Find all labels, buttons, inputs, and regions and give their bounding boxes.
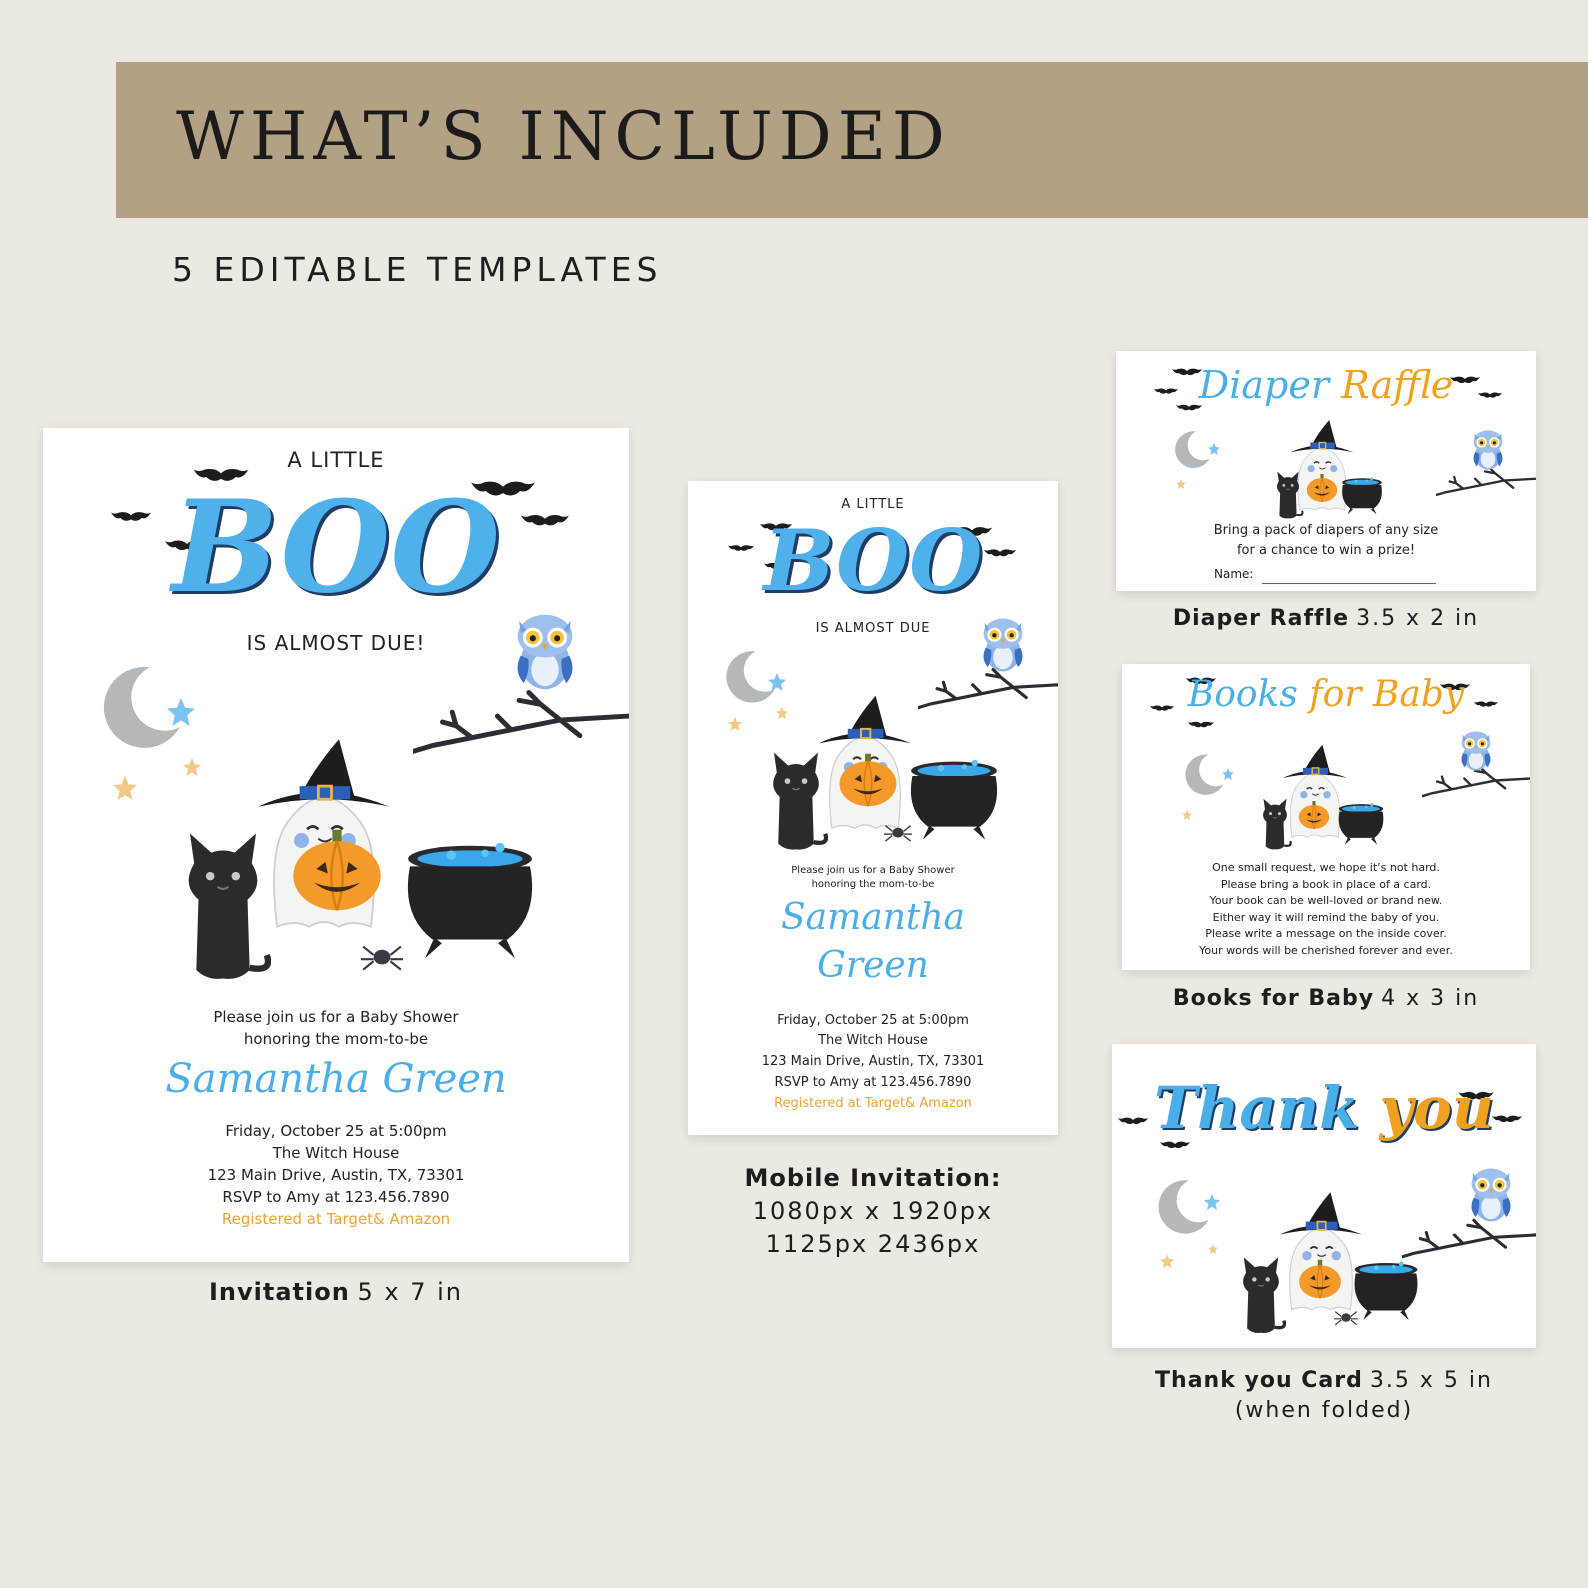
mobile-invitation-card[interactable] (688, 481, 1058, 1135)
invitation-card[interactable] (43, 428, 629, 1262)
star-icon (1222, 768, 1234, 780)
mobile-honoring-text: honoring the mom-to-be (811, 879, 935, 890)
thank-you-card[interactable] (1112, 1044, 1536, 1348)
pumpkin-icon (838, 751, 898, 809)
header-banner (116, 62, 1588, 218)
page-title: WHAT’S INCLUDED (176, 98, 951, 175)
diaper-raffle-text-1: Bring a pack of diapers of any size (1213, 523, 1439, 538)
mobile-name-first: Samantha (780, 897, 966, 938)
diaper-raffle-name-label: Name: (1214, 567, 1254, 581)
books-poem (1122, 860, 1530, 959)
cat-icon (1236, 1256, 1286, 1334)
invitation-rsvp: RSVP to Amy at 123.456.7890 (222, 1188, 450, 1206)
cat-icon (1258, 798, 1292, 850)
pumpkin-icon (1306, 473, 1338, 503)
books-for-baby-caption: Books for Baby 4 x 3 in (1172, 986, 1480, 1011)
star-icon (167, 698, 195, 726)
cauldron-icon (1338, 475, 1386, 517)
owl-icon (507, 606, 583, 698)
cauldron-icon (902, 755, 1006, 845)
bat-icon (1188, 720, 1214, 731)
thank-you-title: Thank you (1153, 1074, 1495, 1142)
star-icon (728, 717, 742, 731)
poem-line: Please bring a book in place of a card. (1220, 877, 1432, 891)
cauldron-icon (1348, 1258, 1424, 1324)
moon-icon (1172, 427, 1212, 471)
invitation-address: 123 Main Drive, Austin, TX, 73301 (207, 1166, 465, 1184)
mobile-address: 123 Main Drive, Austin, TX, 73301 (761, 1054, 985, 1069)
cauldron-icon (395, 836, 545, 966)
poem-line: Your words will be cherished forever and ever. (1199, 943, 1453, 957)
invitation-registry: Registered at Target& Amazon (221, 1210, 451, 1228)
cat-icon (175, 830, 271, 982)
poem-line: Your book can be well-loved or brand new. (1209, 894, 1443, 907)
invitation-venue: The Witch House (272, 1144, 400, 1162)
invitation-heading-line1: A LITTLE (287, 448, 385, 472)
mobile-date: Friday, October 25 at 5:00pm (777, 1013, 969, 1028)
invitation-honoring-text: honoring the mom-to-be (243, 1030, 429, 1048)
star-icon (1204, 1194, 1220, 1210)
pumpkin-icon (1298, 800, 1330, 830)
pumpkin-icon (1298, 1258, 1342, 1300)
spider-icon (361, 940, 403, 972)
invitation-date: Friday, October 25 at 5:00pm (225, 1122, 447, 1140)
mobile-registry: Registered at Target& Amazon (774, 1096, 972, 1111)
invitation-join-text: Please join us for a Baby Shower (213, 1008, 459, 1026)
star-icon (1208, 1244, 1218, 1254)
star-icon (1208, 443, 1220, 455)
mobile-join-text: Please join us for a Baby Shower (791, 865, 955, 876)
owl-icon (1468, 427, 1508, 473)
invitation-heading-line2: IS ALMOST DUE! (246, 631, 426, 655)
diaper-raffle-text-2: for a chance to win a prize! (1236, 543, 1416, 558)
cat-icon (764, 751, 828, 851)
diaper-raffle-card[interactable] (1116, 351, 1536, 591)
diaper-raffle-name-line (1262, 583, 1436, 584)
thank-you-caption: Thank you Card 3.5 x 5 in (when folded) (1155, 1368, 1493, 1423)
poem-line: One small request, we hope it’s not hard. (1212, 861, 1440, 874)
books-for-baby-title: Books for Baby (1187, 674, 1465, 715)
mobile-venue: The Witch House (818, 1033, 928, 1048)
mobile-caption: Mobile Invitation: 1080px x 1920px 1125px 2436px (744, 1164, 1002, 1258)
spider-icon (1334, 1308, 1358, 1326)
star-icon (1160, 1254, 1174, 1268)
star-icon (183, 758, 201, 776)
poem-line: Either way it will remind the baby of you. (1212, 910, 1440, 924)
pumpkin-icon (291, 826, 383, 914)
star-icon (768, 673, 786, 691)
owl-icon (1456, 728, 1496, 774)
invitation-honoree-name: Samantha Green (165, 1056, 507, 1102)
page-subtitle: 5 EDITABLE TEMPLATES (172, 250, 663, 289)
invitation-boo-title: BOO (171, 473, 501, 621)
star-icon (1176, 479, 1186, 489)
mobile-name-last: Green (817, 945, 929, 986)
mobile-rsvp: RSVP to Amy at 123.456.7890 (774, 1075, 972, 1090)
star-icon (1182, 810, 1192, 820)
books-for-baby-card[interactable] (1122, 664, 1530, 970)
mobile-boo-title: BOO (763, 511, 983, 610)
star-icon (776, 707, 788, 719)
diaper-raffle-title: Diaper Raffle (1198, 363, 1454, 407)
cat-icon (1272, 471, 1304, 519)
moon-icon (1182, 750, 1226, 798)
cauldron-icon (1334, 800, 1388, 848)
mobile-heading-line2: IS ALMOST DUE (815, 621, 931, 636)
star-icon (113, 776, 137, 800)
owl-icon (1464, 1164, 1518, 1226)
spider-icon (884, 821, 912, 843)
poem-line: Please write a message on the inside cover. (1205, 927, 1447, 940)
invitation-caption: Invitation 5 x 7 in (209, 1278, 463, 1306)
diaper-raffle-caption: Diaper Raffle 3.5 x 2 in (1172, 606, 1480, 631)
mobile-heading-line1: A LITTLE (841, 497, 905, 512)
owl-icon (976, 613, 1030, 677)
